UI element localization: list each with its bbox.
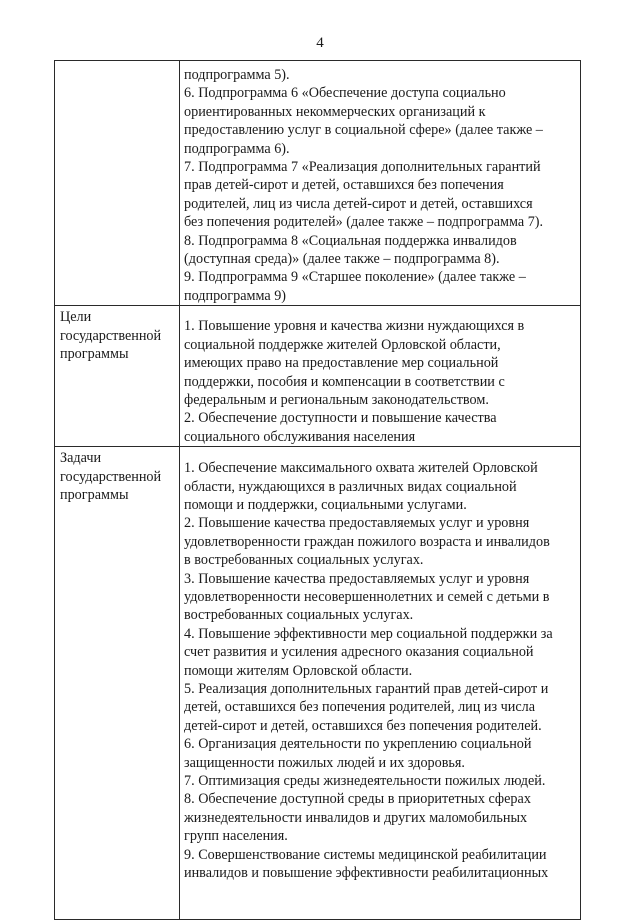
text-line: программы	[60, 486, 129, 503]
text-line: детей, оставшихся без попечения родителей, лиц из числа	[184, 699, 536, 716]
text-line: Задачи	[60, 450, 102, 467]
text-line: 8. Подпрограмма 8 «Социальная поддержка инвалидов	[184, 232, 517, 249]
text-line: помощи жителям Орловской области.	[184, 662, 413, 679]
text-line: поддержки, пособия и компенсации в соответствии с	[184, 373, 505, 390]
text-line: защищенности пожилых людей и их здоровья.	[184, 754, 465, 771]
text-line: 2. Обеспечение доступности и повышение качества	[184, 410, 497, 427]
tasks-label-cell	[55, 447, 180, 920]
text-line: инвалидов и повышение эффективности реабилитационных	[184, 865, 549, 882]
text-line: 5. Реализация дополнительных гарантий прав детей-сирот и	[184, 681, 549, 697]
table-row	[55, 61, 581, 306]
text-line: 9. Подпрограмма 9 «Старшее поколение» (далее также –	[184, 269, 526, 286]
text-line: Цели	[60, 309, 92, 326]
text-line: подпрограмма 9)	[184, 287, 287, 304]
text-line: 3. Повышение качества предоставляемых услуг и уровня	[184, 570, 530, 587]
goals-text	[184, 317, 577, 446]
text-line: (доступная среда)» (далее также – подпрограмма 8).	[184, 251, 500, 268]
page-number: 4	[316, 35, 324, 51]
text-line: жизнедеятельности инвалидов и других маломобильных	[184, 809, 528, 826]
text-line: родителей, лиц из числа детей-сирот и детей, оставшихся	[184, 195, 533, 212]
text-line: подпрограмма 6).	[184, 140, 290, 157]
text-line: востребованных социальных услугах.	[184, 607, 414, 624]
subprograms-cell	[180, 61, 581, 306]
text-line: помощи и поддержки, социальными услугами.	[184, 496, 467, 513]
text-line: ориентированных некоммерческих организаций к	[184, 103, 486, 120]
text-line: 7. Оптимизация среды жизнедеятельности пожилых людей.	[184, 773, 546, 790]
text-line: детей-сирот и детей, оставшихся без попечения родителей.	[184, 717, 542, 734]
text-line: государственной	[60, 327, 162, 344]
text-line: государственной	[60, 468, 162, 485]
tasks-cell	[180, 447, 581, 920]
text-line: без попечения родителей» (далее также – подпрограмма 7).	[184, 214, 544, 231]
text-line: подпрограмма 5).	[184, 67, 290, 83]
text-line: федеральным и региональным законодательством.	[184, 391, 489, 408]
text-line: счет развития и усиления адресного оказания социальной	[184, 644, 534, 661]
tasks-text	[184, 459, 577, 882]
row-label-cell	[55, 61, 180, 306]
text-line: групп населения.	[184, 828, 288, 845]
goals-label-cell	[55, 306, 180, 447]
text-line: 1. Повышение уровня и качества жизни нуждающихся в	[184, 318, 525, 335]
text-line: имеющих право на предоставление мер социальной	[184, 355, 499, 372]
text-line: прав детей-сирот и детей, оставшихся без попечения	[184, 177, 504, 194]
text-line: области, нуждающихся в различных видах социальной	[184, 478, 517, 495]
text-line: в востребованных социальных услугах.	[184, 552, 424, 569]
program-passport-table	[54, 60, 581, 920]
text-line: удовлетворенности граждан пожилого возраста и инвалидов	[184, 533, 550, 550]
goals-cell	[180, 306, 581, 447]
text-line: 6. Подпрограмма 6 «Обеспечение доступа социально	[184, 85, 506, 102]
text-line: 2. Повышение качества предоставляемых услуг и уровня	[184, 515, 530, 532]
text-line: 8. Обеспечение доступной среды в приоритетных сферах	[184, 791, 531, 808]
table-row	[55, 306, 581, 447]
text-line: предоставлению услуг в социальной сфере» (далее также –	[184, 122, 543, 139]
text-line: 4. Повышение эффективности мер социальной поддержки за	[184, 625, 553, 642]
table-row	[55, 447, 581, 920]
text-line: программы	[60, 346, 129, 363]
subprograms-text	[184, 66, 577, 305]
text-line: 1. Обеспечение максимального охвата жителей Орловской	[184, 460, 538, 477]
text-line: социальной поддержке жителей Орловской области,	[184, 336, 501, 353]
text-line: удовлетворенности несовершеннолетних и семей с детьми в	[184, 588, 550, 605]
text-line: социального обслуживания населения	[184, 428, 416, 445]
text-line: 7. Подпрограмма 7 «Реализация дополнительных гарантий	[184, 159, 541, 176]
text-line: 6. Организация деятельности по укреплению социальной	[184, 736, 532, 753]
text-line: 9. Совершенствование системы медицинской реабилитации	[184, 846, 547, 863]
